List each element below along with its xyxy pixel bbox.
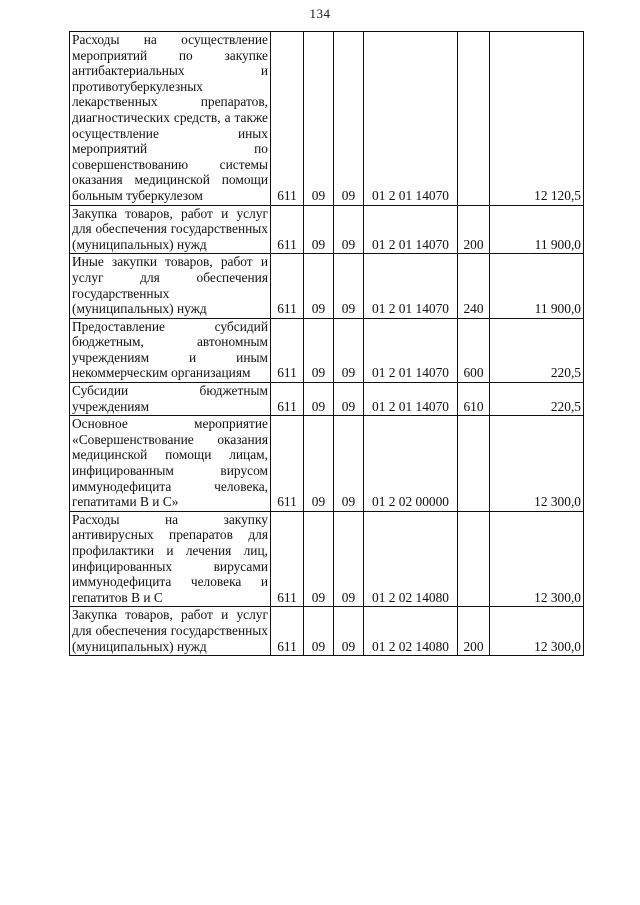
subsection-code-cell: 09 [334, 254, 364, 318]
description-text: человека и гепатитов В и С [72, 574, 268, 605]
description-text: гепатитами В и С» [72, 494, 179, 510]
description-text: (муниципальных) нужд [72, 638, 207, 654]
description-text: антибактериальных [72, 63, 185, 79]
expense-type-cell: 240 [458, 254, 490, 318]
subsection-code-cell: 09 [334, 416, 364, 512]
page-number: 134 [309, 6, 331, 21]
section-code-cell: 09 [304, 254, 334, 318]
amount-cell: 12 300,0 [490, 416, 584, 512]
budget-table-body [70, 32, 584, 656]
section-code-cell: 09 [304, 32, 334, 206]
subsection-code-cell: 09 [334, 607, 364, 656]
description-text: больным туберкулезом [72, 187, 203, 203]
expense-type-cell: 200 [458, 205, 490, 254]
table-row [70, 205, 584, 254]
amount-cell: 11 900,0 [490, 205, 584, 254]
description-text: и услуг для обеспечения [72, 254, 268, 285]
amount-cell: 220,5 [490, 383, 584, 416]
description-text: бюджетным, автономным [72, 334, 268, 350]
section-code-cell: 09 [304, 318, 334, 382]
description-text: Субсидии бюджетным [72, 383, 268, 399]
table-row [70, 383, 584, 416]
description-text: диагностических средств, [72, 109, 221, 125]
description-text: вирусами иммунодефицита [72, 558, 268, 590]
description-text: Расходы на закупку [72, 511, 268, 527]
amount-cell: 11 900,0 [490, 254, 584, 318]
section-code-cell: 09 [304, 416, 334, 512]
description-text: государственных [170, 622, 268, 638]
description-text: Иные закупки товаров, работ [72, 254, 253, 270]
subsection-code-cell: 09 [334, 383, 364, 416]
table-row [70, 416, 584, 512]
description-text: и противотуберкулезных [72, 63, 268, 94]
section-code-cell: 09 [304, 607, 334, 656]
section-code-cell: 09 [304, 383, 334, 416]
ministry-code-cell: 611 [271, 318, 304, 382]
description-cell [70, 511, 271, 607]
description-cell [70, 416, 271, 512]
target-article-cell: 01 2 02 14080 [364, 511, 458, 607]
description-cell [70, 383, 271, 416]
expense-type-cell [458, 416, 490, 512]
description-text: организациям [171, 365, 251, 381]
description-text: Основное мероприятие [72, 416, 268, 432]
description-text: услуг для обеспечения [72, 205, 268, 237]
target-article-cell: 01 2 01 14070 [364, 205, 458, 254]
section-code-cell: 09 [304, 511, 334, 607]
amount-cell: 12 300,0 [490, 511, 584, 607]
description-text: некоммерческим [72, 365, 168, 381]
subsection-code-cell: 09 [334, 205, 364, 254]
budget-table [69, 31, 584, 656]
target-article-cell: 01 2 01 14070 [364, 383, 458, 416]
description-text: иммунодефицита человека, [72, 478, 268, 494]
description-text: системы оказания [72, 156, 268, 188]
description-text: Предоставление субсидий [72, 318, 268, 334]
expense-type-cell: 600 [458, 318, 490, 382]
ministry-code-cell: 611 [271, 32, 304, 206]
table-row [70, 607, 584, 656]
description-text: помощи лицам, [165, 447, 268, 463]
target-article-cell: 01 2 01 14070 [364, 254, 458, 318]
amount-cell: 220,5 [490, 318, 584, 382]
ministry-code-cell: 611 [271, 383, 304, 416]
description-text: (муниципальных) нужд [72, 301, 207, 317]
expense-type-cell: 200 [458, 607, 490, 656]
description-text: учреждениям и иным [72, 349, 268, 365]
ministry-code-cell: 611 [271, 254, 304, 318]
description-text: (муниципальных) нужд [72, 236, 207, 252]
description-text: «Совершенствование [72, 431, 194, 447]
description-text: инфицированным вирусом [72, 463, 268, 479]
description-text: Закупка товаров, работ и [72, 205, 229, 221]
ministry-code-cell: 611 [271, 205, 304, 254]
expense-type-cell [458, 32, 490, 206]
description-cell [70, 607, 271, 656]
description-text: для профилактики и лечения [72, 527, 268, 558]
description-text: Закупка товаров, работ [72, 607, 213, 623]
description-cell [70, 205, 271, 254]
expense-type-cell: 610 [458, 383, 490, 416]
target-article-cell: 01 2 02 00000 [364, 416, 458, 512]
description-text: мероприятий по закупке [72, 47, 268, 63]
subsection-code-cell: 09 [334, 318, 364, 382]
description-text: государственных [170, 221, 268, 237]
amount-cell: 12 300,0 [490, 607, 584, 656]
description-text: антивирусных препаратов [72, 527, 233, 543]
table-row [70, 254, 584, 318]
description-text: мероприятий [72, 141, 148, 157]
target-article-cell: 01 2 01 14070 [364, 318, 458, 382]
description-text: лиц, инфицированных [72, 543, 268, 574]
subsection-code-cell: 09 [334, 511, 364, 607]
subsection-code-cell: 09 [334, 32, 364, 206]
ministry-code-cell: 611 [271, 416, 304, 512]
description-cell [70, 254, 271, 318]
ministry-code-cell: 611 [271, 607, 304, 656]
amount-cell: 12 120,5 [490, 32, 584, 206]
description-text: государственных [72, 285, 170, 301]
description-text: а также осуществление иных [72, 109, 268, 141]
description-text: лекарственных препаратов, [72, 94, 268, 110]
description-cell [70, 32, 271, 206]
section-code-cell: 09 [304, 205, 334, 254]
description-text: и услуг для обеспечения [72, 607, 268, 638]
description-text: учреждениям [72, 398, 150, 414]
description-cell [70, 318, 271, 382]
table-row [70, 511, 584, 607]
table-row [70, 32, 584, 206]
table-row [70, 318, 584, 382]
description-text: Расходы на осуществление [72, 32, 268, 47]
description-text: по совершенствованию [72, 141, 268, 172]
description-text: оказания медицинской [72, 431, 268, 463]
description-text: медицинской помощи [134, 172, 268, 188]
target-article-cell: 01 2 02 14080 [364, 607, 458, 656]
ministry-code-cell: 611 [271, 511, 304, 607]
target-article-cell: 01 2 01 14070 [364, 32, 458, 206]
expense-type-cell [458, 511, 490, 607]
